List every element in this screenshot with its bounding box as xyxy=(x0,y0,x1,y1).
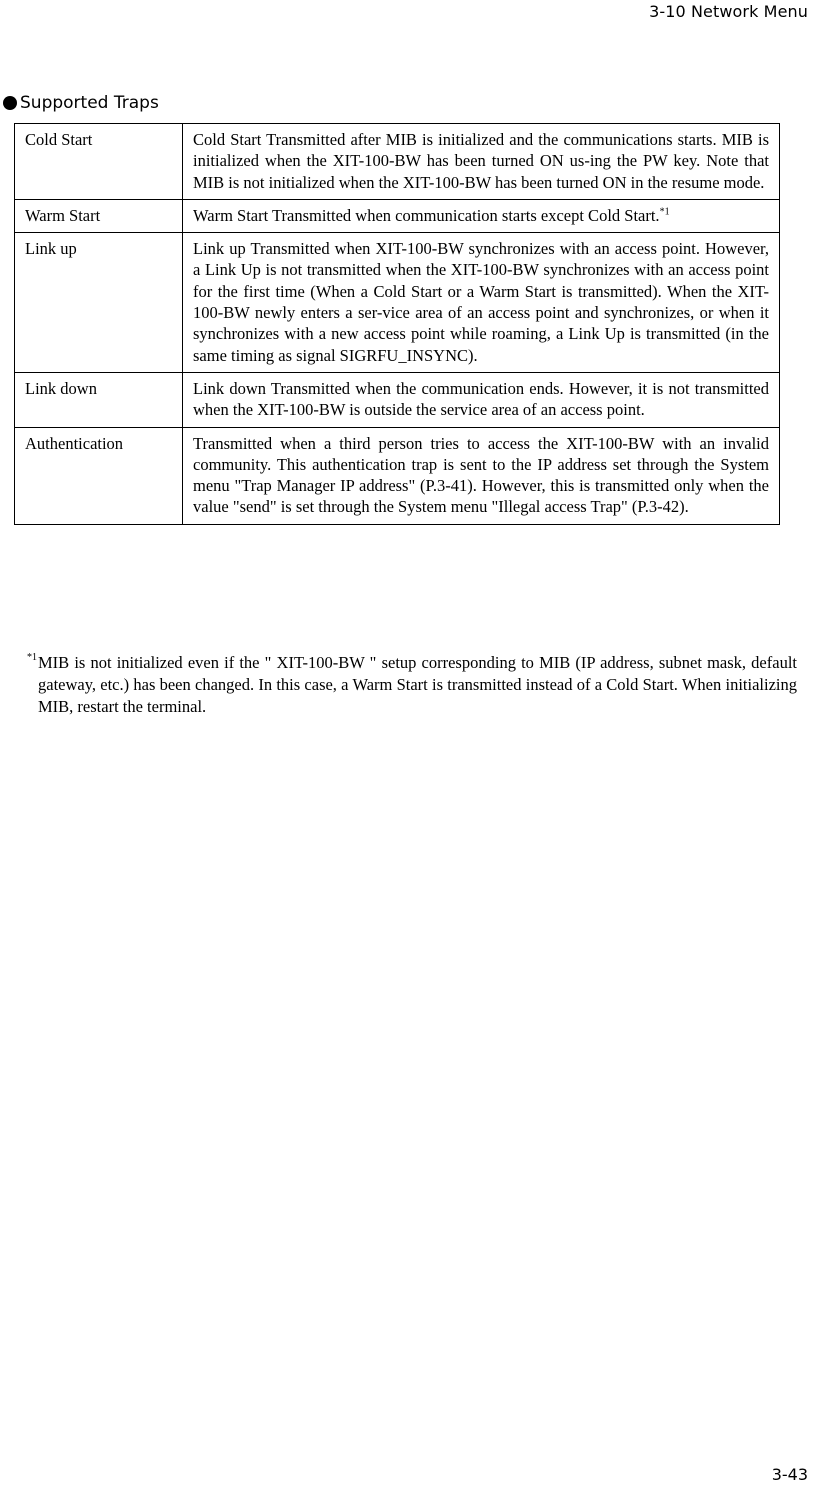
footnote-reference: *1 xyxy=(659,206,670,218)
trap-description: Link down Transmitted when the communication ends. However, it is not transmitted when the XIT-100-BW is outside the service area of an access point. xyxy=(183,372,780,427)
section-title-text: Supported Traps xyxy=(20,93,159,113)
table-row xyxy=(15,233,780,373)
footnote-mark: *1 xyxy=(27,652,37,663)
bullet-icon xyxy=(3,96,17,110)
trap-description-cell xyxy=(183,199,780,232)
section-title xyxy=(3,93,159,113)
table-row xyxy=(15,199,780,232)
table-row xyxy=(15,372,780,427)
table-row xyxy=(15,427,780,524)
trap-description: Cold Start Transmitted after MIB is initialized and the communications starts. MIB is initialized when the XIT-100-BW has been turned ON us-ing the PW key. Note that MIB is not initialized when the XIT-100-BW has been turned ON in the resume mode. xyxy=(183,124,780,200)
trap-name: Authentication xyxy=(15,427,183,524)
trap-name: Link up xyxy=(15,233,183,373)
supported-traps-table xyxy=(14,123,780,525)
trap-name: Warm Start xyxy=(15,199,183,232)
trap-name: Cold Start xyxy=(15,124,183,200)
footnote xyxy=(27,652,797,718)
table-row xyxy=(15,124,780,200)
trap-description: Transmitted when a third person tries to access the XIT-100-BW with an invalid community. This authentication trap is sent to the IP address set through the System menu "Trap Manager IP address" (P.3-41). However, this is transmitted only when the value "send" is set through the System menu "Illegal access Trap" (P.3-42). xyxy=(183,427,780,524)
trap-description: Warm Start Transmitted when communication starts except Cold Start. xyxy=(193,205,660,225)
footnote-text: MIB is not initialized even if the " XIT-100-BW " setup corresponding to MIB (IP address, subnet mask, default gateway, etc.) has been changed. In this case, a Warm Start is transmitted instead of a Cold Start. When initializing MIB, restart the terminal. xyxy=(38,653,797,716)
page-number: 3-43 xyxy=(771,1465,808,1484)
trap-description: Link up Transmitted when XIT-100-BW synchronizes with an access point. However, a Link Up is not transmitted when the XIT-100-BW synchronizes with an access point for the first time (When a Cold Start or a Warm Start is transmitted). When the XIT-100-BW newly enters a ser-vice area of an access point and synchronizes, or when it synchronizes with a new access point while roaming, a Link Up is transmitted (in the same timing as signal SIGRFU_INSYNC). xyxy=(183,233,780,373)
running-header: 3-10 Network Menu xyxy=(649,2,808,21)
trap-name: Link down xyxy=(15,372,183,427)
